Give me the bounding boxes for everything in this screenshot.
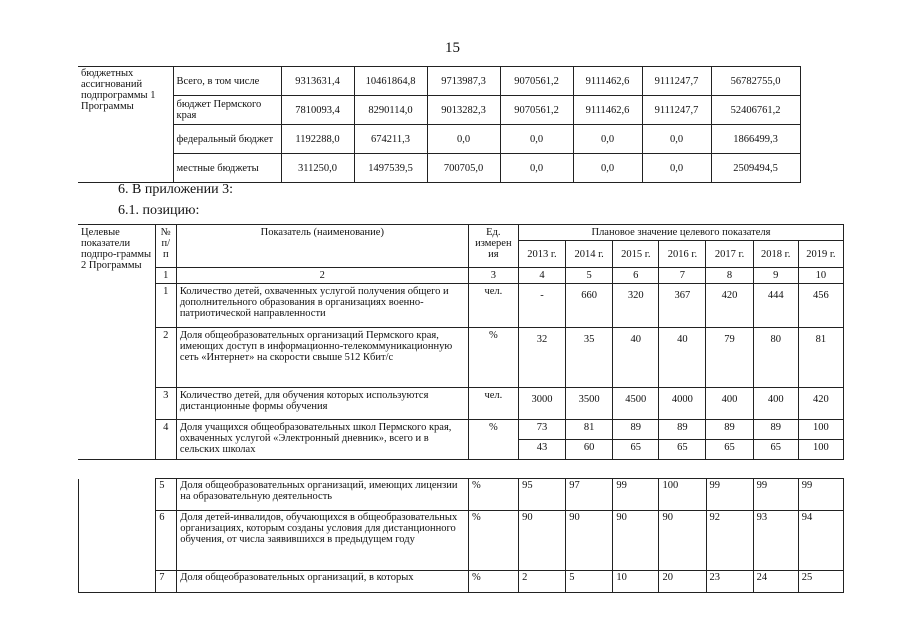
value-cell: 3000 bbox=[518, 388, 565, 420]
year-header: 2013 г. bbox=[518, 241, 565, 268]
row-name: Количество детей, для обучения которых используются дистанционные формы обучения bbox=[176, 388, 468, 420]
table-row bbox=[78, 388, 844, 420]
value-cell: 24 bbox=[753, 571, 798, 593]
budget-cell: 9111247,7 bbox=[642, 67, 711, 96]
budget-table bbox=[78, 66, 801, 183]
budget-row-name: федеральный бюджет bbox=[173, 125, 281, 154]
col-name-header: Показатель (наименование) bbox=[176, 225, 468, 268]
row-name: Доля общеобразовательных организаций, в которых bbox=[177, 571, 469, 593]
budget-cell: 9070561,2 bbox=[500, 67, 573, 96]
value-cell: 89 bbox=[659, 420, 706, 440]
index-cell: 5 bbox=[566, 268, 613, 284]
index-cell: 10 bbox=[798, 268, 843, 284]
table-row bbox=[78, 284, 844, 328]
row-name: Количество детей, охваченных услугой получения общего и дополнительного образования в организациях военно-патриотической направленности bbox=[176, 284, 468, 328]
value-cell: 60 bbox=[566, 440, 613, 460]
budget-row bbox=[78, 154, 800, 183]
value-cell: 65 bbox=[613, 440, 659, 460]
indicator-table-continued bbox=[78, 478, 844, 593]
year-header: 2019 г. bbox=[798, 241, 843, 268]
budget-cell: 0,0 bbox=[573, 125, 642, 154]
budget-row-name: бюджет Пермского края bbox=[173, 96, 281, 125]
value-cell: 99 bbox=[798, 479, 843, 511]
year-header: 2015 г. bbox=[613, 241, 659, 268]
value-cell: 100 bbox=[798, 420, 843, 440]
budget-cell: 2509494,5 bbox=[711, 154, 800, 183]
index-cell: 4 bbox=[518, 268, 565, 284]
value-cell: 89 bbox=[753, 420, 798, 440]
value-cell: 97 bbox=[566, 479, 613, 511]
row-name: Доля учащихся общеобразовательных школ Пермского края, охваченных услугой «Электронный дневник», всего и в сельских школах bbox=[176, 420, 468, 460]
section-heading: 6. В приложении 3: bbox=[118, 182, 234, 197]
value-cell: 65 bbox=[753, 440, 798, 460]
budget-cell: 9111462,6 bbox=[573, 96, 642, 125]
value-cell: 400 bbox=[706, 388, 753, 420]
budget-cell: 0,0 bbox=[642, 154, 711, 183]
index-cell: 6 bbox=[613, 268, 659, 284]
value-cell: 4000 bbox=[659, 388, 706, 420]
row-name: Доля общеобразовательных организаций, имеющих лицензии на образовательную деятельность bbox=[177, 479, 469, 511]
budget-cell: 52406761,2 bbox=[711, 96, 800, 125]
year-header: 2016 г. bbox=[659, 241, 706, 268]
budget-cell: 9111462,6 bbox=[573, 67, 642, 96]
table-row bbox=[78, 420, 844, 440]
row-num: 1 bbox=[155, 284, 176, 328]
value-cell: 25 bbox=[798, 571, 843, 593]
value-cell: 65 bbox=[706, 440, 753, 460]
row-name: Доля общеобразовательных организаций Пермского края, имеющих доступ в информационно-телекоммуникационную сеть «Интернет» на скорости свыше 512 Кбит/с bbox=[176, 328, 468, 388]
budget-label: бюджетных ассигнований подпрограммы 1 Программы bbox=[78, 67, 173, 183]
budget-cell: 0,0 bbox=[500, 125, 573, 154]
value-cell: 32 bbox=[518, 328, 565, 388]
index-cell: 1 bbox=[155, 268, 176, 284]
value-cell: 420 bbox=[798, 388, 843, 420]
value-cell: 81 bbox=[798, 328, 843, 388]
row-num: 2 bbox=[155, 328, 176, 388]
value-cell: 100 bbox=[798, 440, 843, 460]
value-cell: 420 bbox=[706, 284, 753, 328]
row-num: 5 bbox=[156, 479, 177, 511]
budget-cell: 311250,0 bbox=[281, 154, 354, 183]
budget-cell: 0,0 bbox=[427, 125, 500, 154]
row-name: Доля детей-инвалидов, обучающихся в общеобразовательных организациях, которым созданы условия для дистанционного обучения, от числа заявившихся в предыдущем году bbox=[177, 511, 469, 571]
value-cell: 93 bbox=[753, 511, 798, 571]
index-cell: 2 bbox=[176, 268, 468, 284]
budget-cell: 10461864,8 bbox=[354, 67, 427, 96]
value-cell: 94 bbox=[798, 511, 843, 571]
value-cell: 40 bbox=[613, 328, 659, 388]
value-cell: 95 bbox=[519, 479, 566, 511]
budget-cell: 9713987,3 bbox=[427, 67, 500, 96]
value-cell: 367 bbox=[659, 284, 706, 328]
budget-row bbox=[78, 125, 800, 154]
budget-cell: 0,0 bbox=[500, 154, 573, 183]
row-num: 6 bbox=[156, 511, 177, 571]
budget-cell: 674211,3 bbox=[354, 125, 427, 154]
row-unit: чел. bbox=[468, 388, 518, 420]
value-cell: 92 bbox=[706, 511, 753, 571]
row-unit: % bbox=[468, 571, 518, 593]
value-cell: 4500 bbox=[613, 388, 659, 420]
budget-cell: 1192288,0 bbox=[281, 125, 354, 154]
value-cell: 10 bbox=[613, 571, 659, 593]
budget-cell: 56782755,0 bbox=[711, 67, 800, 96]
value-cell: 80 bbox=[753, 328, 798, 388]
value-cell: 89 bbox=[613, 420, 659, 440]
budget-row-name: Всего, в том числе bbox=[173, 67, 281, 96]
table-row bbox=[79, 511, 844, 571]
budget-cell: 9070561,2 bbox=[500, 96, 573, 125]
page-number: 15 bbox=[445, 40, 460, 56]
table-row bbox=[78, 328, 844, 388]
year-header: 2018 г. bbox=[753, 241, 798, 268]
budget-cell: 9013282,3 bbox=[427, 96, 500, 125]
value-cell: 90 bbox=[659, 511, 706, 571]
value-cell: 23 bbox=[706, 571, 753, 593]
value-cell: 99 bbox=[706, 479, 753, 511]
table-header-row bbox=[78, 225, 844, 241]
index-cell: 3 bbox=[468, 268, 518, 284]
value-cell: 89 bbox=[706, 420, 753, 440]
col-unit-header: Ед. измерен ия bbox=[468, 225, 518, 268]
index-cell: 8 bbox=[706, 268, 753, 284]
budget-cell: 9111247,7 bbox=[642, 96, 711, 125]
value-cell: 400 bbox=[753, 388, 798, 420]
index-cell: 7 bbox=[659, 268, 706, 284]
value-cell: 456 bbox=[798, 284, 843, 328]
value-cell: 100 bbox=[659, 479, 706, 511]
budget-cell: 9313631,4 bbox=[281, 67, 354, 96]
table-row bbox=[79, 479, 844, 511]
budget-cell: 1866499,3 bbox=[711, 125, 800, 154]
row-num: 3 bbox=[155, 388, 176, 420]
value-cell: 90 bbox=[566, 511, 613, 571]
row-num: 4 bbox=[155, 420, 176, 460]
value-cell: 99 bbox=[753, 479, 798, 511]
row-unit: % bbox=[468, 479, 518, 511]
index-row bbox=[78, 268, 844, 284]
row-num: 7 bbox=[156, 571, 177, 593]
value-cell: 90 bbox=[519, 511, 566, 571]
table-row bbox=[79, 571, 844, 593]
value-cell: - bbox=[518, 284, 565, 328]
goal-label-cont bbox=[79, 479, 156, 593]
year-header: 2014 г. bbox=[566, 241, 613, 268]
budget-cell: 7810093,4 bbox=[281, 96, 354, 125]
value-cell: 5 bbox=[566, 571, 613, 593]
row-unit: % bbox=[468, 420, 518, 460]
row-unit: % bbox=[468, 328, 518, 388]
goal-label: Целевые показатели подпро-граммы 2 Программы bbox=[78, 225, 155, 460]
value-cell: 444 bbox=[753, 284, 798, 328]
value-cell: 90 bbox=[613, 511, 659, 571]
budget-cell: 0,0 bbox=[573, 154, 642, 183]
value-cell: 79 bbox=[706, 328, 753, 388]
index-cell: 9 bbox=[753, 268, 798, 284]
budget-cell: 8290114,0 bbox=[354, 96, 427, 125]
indicator-table bbox=[78, 224, 844, 460]
value-cell: 65 bbox=[659, 440, 706, 460]
value-cell: 43 bbox=[518, 440, 565, 460]
value-cell: 40 bbox=[659, 328, 706, 388]
value-cell: 660 bbox=[566, 284, 613, 328]
budget-cell: 700705,0 bbox=[427, 154, 500, 183]
value-cell: 3500 bbox=[566, 388, 613, 420]
budget-cell: 0,0 bbox=[642, 125, 711, 154]
value-cell: 35 bbox=[566, 328, 613, 388]
value-cell: 73 bbox=[518, 420, 565, 440]
value-cell: 2 bbox=[519, 571, 566, 593]
value-cell: 81 bbox=[566, 420, 613, 440]
budget-row bbox=[78, 96, 800, 125]
subsection-heading: 6.1. позицию: bbox=[118, 203, 200, 218]
year-header: 2017 г. bbox=[706, 241, 753, 268]
col-num-header: № п/п bbox=[155, 225, 176, 268]
row-unit: чел. bbox=[468, 284, 518, 328]
value-cell: 99 bbox=[613, 479, 659, 511]
value-cell: 320 bbox=[613, 284, 659, 328]
budget-row bbox=[78, 67, 800, 96]
value-cell: 20 bbox=[659, 571, 706, 593]
row-unit: % bbox=[468, 511, 518, 571]
col-plan-header: Плановое значение целевого показателя bbox=[518, 225, 843, 241]
budget-row-name: местные бюджеты bbox=[173, 154, 281, 183]
budget-cell: 1497539,5 bbox=[354, 154, 427, 183]
